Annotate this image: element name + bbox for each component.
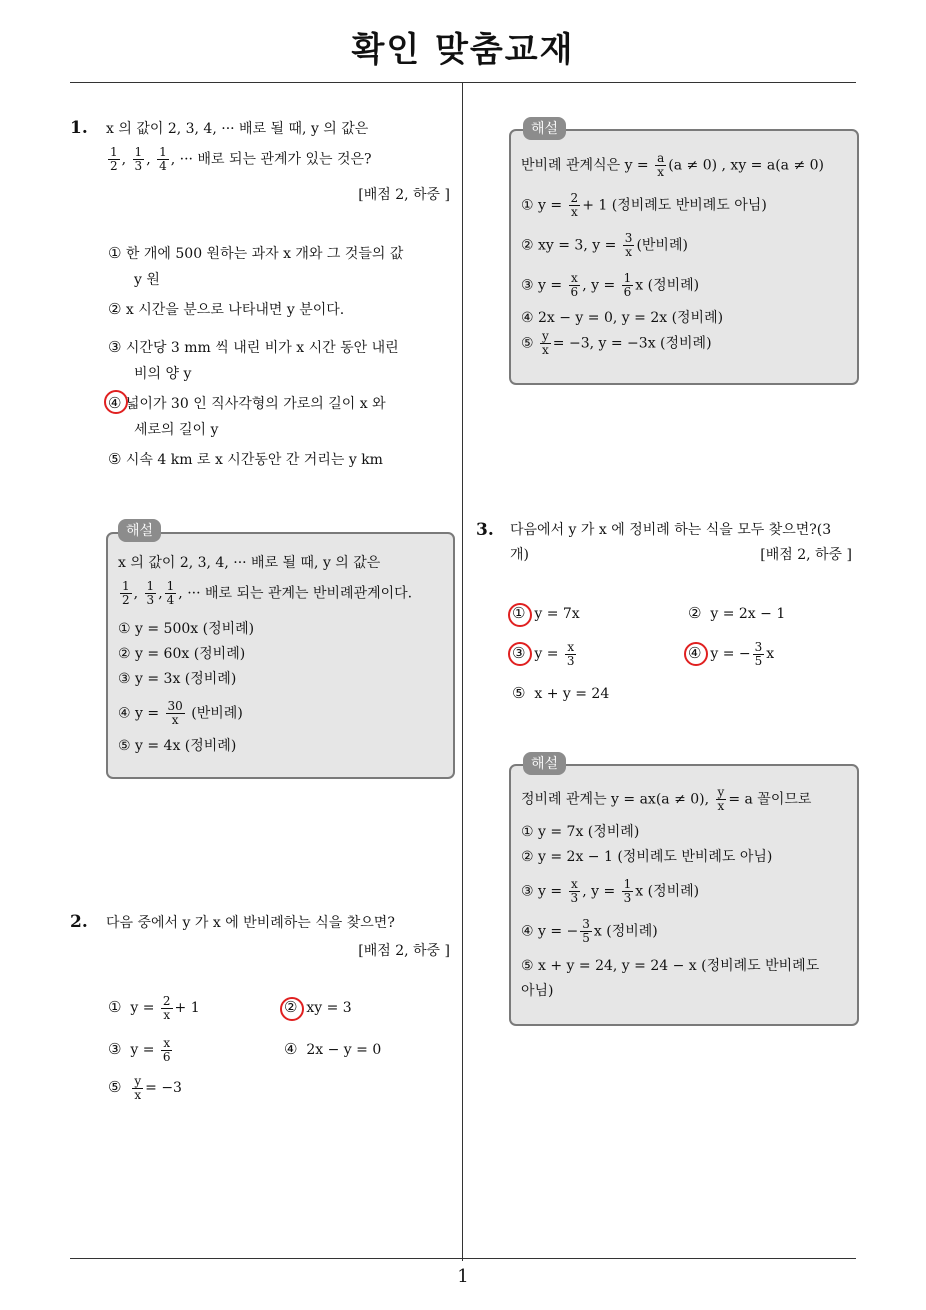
q1-choice-3[interactable]: ③ 시간당 3 mm 씩 내린 비가 x 시간 동안 내린 비의 양 y — [108, 338, 399, 382]
q1-solution-item-3: ③ y = 3x (정비례) — [118, 671, 237, 687]
q2-score: [배점 2, 하중 ] — [358, 943, 450, 959]
q2-solution-item-2: ② xy = 3, y = $\frac{3}{x}$ (반비례) — [521, 231, 688, 259]
q3-solution-item-4: ④ y = − $\frac{3}{5}$ x (정비례) — [521, 917, 658, 945]
q2-choice-3[interactable]: ③ y = $\frac{x}{6}$ — [108, 1035, 171, 1064]
q3-text-line2: 개) — [510, 547, 529, 563]
q1-choice-2[interactable]: ② x 시간을 분으로 나타내면 y 분이다. — [108, 300, 345, 318]
q1-frac-half: $\frac{1}{2}$ — [110, 145, 118, 173]
q3-number: 3. — [476, 520, 494, 540]
q1-score: [배점 2, 하중 ] — [358, 187, 450, 203]
q2-text: 다음 중에서 y 가 x 에 반비례하는 식을 찾으면? — [106, 915, 395, 931]
q1-solution-item-4: ④ y = $\frac{30}{x}$ (반비례) — [118, 699, 243, 727]
q1-solution-item-5: ⑤ y = 4x (정비례) — [118, 738, 237, 754]
q1-number: 1. — [70, 118, 88, 138]
q3-choice-2[interactable]: ② y = 2x − 1 — [688, 604, 786, 622]
q3-choice-5[interactable]: ⑤ x + y = 24 — [512, 684, 610, 702]
footer-rule — [70, 1258, 856, 1259]
header-rule — [70, 82, 856, 83]
q1-choice-5[interactable]: ⑤ 시속 4 km 로 x 시간동안 간 거리는 y km — [108, 450, 383, 468]
q2-solution-tag: 해설 — [523, 117, 566, 140]
q1-answer-mark — [104, 390, 128, 414]
q2-number: 2. — [70, 912, 88, 932]
q3-choice-1[interactable]: ① y = 7x — [512, 604, 580, 622]
q3-answer-mark-1 — [508, 603, 532, 627]
q2-choice-4[interactable]: ④ 2x − y = 0 — [284, 1040, 382, 1058]
q2-choice-5[interactable]: ⑤ $\frac{y}{x}$ = −3 — [108, 1073, 182, 1102]
q3-solution-item-5: ⑤ x + y = 24, y = 24 − x (정비례도 반비례도 — [521, 958, 820, 974]
q1-text-line1: x 의 값이 2, 3, 4, ··· 배로 될 때, y 의 값은 — [106, 121, 369, 137]
q2-solution-item-4: ④ 2x − y = 0, y = 2x (정비례) — [521, 310, 724, 326]
q1-solution-item-2: ② y = 60x (정비례) — [118, 646, 246, 662]
q1-text-line2: $\frac{1}{2}$ , $\frac{1}{3}$ , $\frac{1}{4}$ , ··· 배로 되는 관계가 있는 것은? — [110, 145, 372, 173]
q1-solution-line2: $\frac{1}{2}$ , $\frac{1}{3}$ , $\frac{1}{4}$ , ··· 배로 되는 관계는 반비례관계이다. — [122, 579, 413, 607]
q3-solution-item-2: ② y = 2x − 1 (정비례도 반비례도 아님) — [521, 849, 773, 865]
q3-solution-item-3: ③ y = $\frac{x}{3}$ , y = $\frac{1}{3}$ x (정비례) — [521, 877, 700, 905]
q1-frac-quarter: $\frac{1}{4}$ — [159, 145, 167, 173]
q1-frac-third: $\frac{1}{3}$ — [134, 145, 143, 173]
q1-solution-line1: x 의 값이 2, 3, 4, ··· 배로 될 때, y 의 값은 — [118, 555, 381, 571]
column-divider — [462, 83, 463, 1261]
q1-choice-1[interactable]: ① 한 개에 500 원하는 과자 x 개와 그 것들의 값 y 원 — [108, 244, 404, 288]
q2-answer-mark — [280, 997, 304, 1021]
q3-solution-tag: 해설 — [523, 752, 566, 775]
q3-choice-4[interactable]: ④ y = − $\frac{3}{5}$ x — [688, 639, 775, 668]
q3-answer-mark-3 — [508, 642, 532, 666]
q3-solution-item-1: ① y = 7x (정비례) — [521, 824, 640, 840]
q3-text-line1: 다음에서 y 가 x 에 정비례 하는 식을 모두 찾으면?(3 — [510, 522, 832, 538]
q3-answer-mark-4 — [684, 642, 708, 666]
q3-solution-item-5-cont: 아님) — [521, 983, 554, 999]
q3-solution-intro: 정비례 관계는 y = ax(a ≠ 0), $\frac{y}{x}$ = a 꼴이므로 — [521, 785, 812, 813]
q2-solution-intro: 반비례 관계식은 y = $\frac{a}{x}$ (a ≠ 0) , xy = a(a ≠ 0) — [521, 151, 825, 179]
q2-choice-2[interactable]: ② xy = 3 — [284, 998, 352, 1016]
q1-solution-tag: 해설 — [118, 519, 161, 542]
q2-solution-item-3: ③ y = $\frac{x}{6}$ , y = $\frac{1}{6}$ x (정비례) — [521, 271, 700, 299]
q3-choice-3[interactable]: ③ y = $\frac{x}{3}$ — [512, 639, 575, 668]
q1-solution-item-1: ① y = 500x (정비례) — [118, 621, 255, 637]
q2-choice-1[interactable]: ① y = $\frac{2}{x}$ + 1 — [108, 993, 200, 1022]
page-number: 1 — [457, 1266, 469, 1287]
q3-score: [배점 2, 하중 ] — [760, 547, 852, 563]
page-title: 확인 맞춤교재 — [351, 30, 575, 70]
q1-choice-4[interactable]: ④ 넓이가 30 인 직사각형의 가로의 길이 x 와 세로의 길이 y — [108, 394, 386, 438]
q2-solution-item-1: ① y = $\frac{2}{x}$ + 1 (정비례도 반비례도 아님) — [521, 191, 767, 219]
q2-solution-item-5: ⑤ $\frac{y}{x}$ = −3, y = −3x (정비례) — [521, 329, 712, 357]
